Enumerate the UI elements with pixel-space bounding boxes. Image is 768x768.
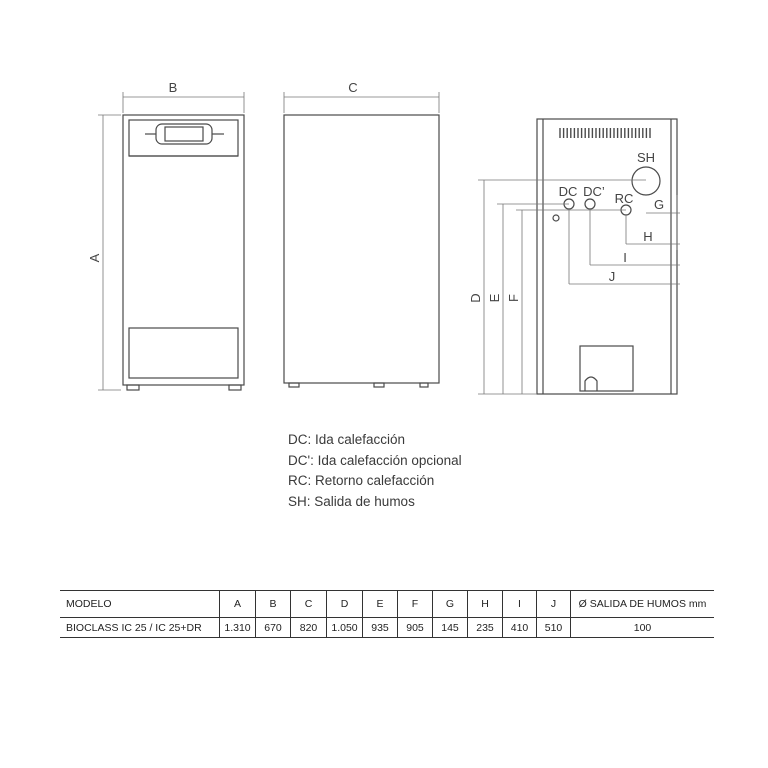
- cell-j: 510: [537, 618, 571, 638]
- dim-label-a: A: [87, 253, 102, 263]
- col-header-f: F: [398, 591, 433, 618]
- legend-item-dc-prime: DC': Ida calefacción opcional: [288, 452, 462, 468]
- dim-label-c: C: [348, 80, 358, 95]
- conn-label-rc: RC: [614, 191, 634, 206]
- cell-h: 235: [468, 618, 503, 638]
- dim-label-e: E: [487, 293, 502, 303]
- table-header-row: [60, 591, 714, 618]
- col-header-modelo: MODELO: [66, 598, 112, 610]
- side-view: [284, 115, 439, 387]
- col-header-c: C: [291, 591, 327, 618]
- cell-g: 145: [433, 618, 468, 638]
- col-header-j: J: [537, 591, 571, 618]
- cell-e: 935: [363, 618, 398, 638]
- col-header-i: I: [503, 591, 537, 618]
- dimensions-table: [60, 590, 714, 638]
- table-row: [60, 618, 714, 638]
- dim-label-j: J: [608, 269, 616, 284]
- conn-label-sh: SH: [636, 150, 656, 165]
- front-view: [123, 115, 244, 390]
- dim-label-i: I: [623, 250, 627, 265]
- legend-item-dc: DC: Ida calefacción: [288, 432, 406, 447]
- legend: [288, 430, 462, 512]
- cell-salida-humos: 100: [571, 618, 715, 638]
- rear-view: [537, 119, 677, 394]
- col-header-b: B: [256, 591, 291, 618]
- col-header-a: A: [220, 591, 256, 618]
- cell-d: 1.050: [327, 618, 363, 638]
- cell-i: 410: [503, 618, 537, 638]
- dim-label-d: D: [468, 293, 483, 303]
- dim-label-b: B: [168, 80, 178, 95]
- cell-modelo: BIOCLASS IC 25 / IC 25+DR: [66, 621, 202, 634]
- dim-label-g: G: [653, 197, 665, 212]
- cell-c: 820: [291, 618, 327, 638]
- cell-b: 670: [256, 618, 291, 638]
- dim-label-h: H: [643, 229, 653, 244]
- conn-label-dc-prime: DC’: [583, 184, 605, 199]
- col-header-g: G: [433, 591, 468, 618]
- col-header-h: H: [468, 591, 503, 618]
- col-header-d: D: [327, 591, 363, 618]
- legend-item-rc: RC: Retorno calefacción: [288, 473, 435, 488]
- col-header-salida-humos: Ø SALIDA DE HUMOS mm: [571, 591, 715, 618]
- conn-label-dc: DC: [558, 184, 578, 199]
- cell-f: 905: [398, 618, 433, 638]
- legend-item-sh: SH: Salida de humos: [288, 493, 415, 509]
- col-header-e: E: [363, 591, 398, 618]
- dim-label-f: F: [506, 294, 521, 302]
- cell-a: 1.310: [220, 618, 256, 638]
